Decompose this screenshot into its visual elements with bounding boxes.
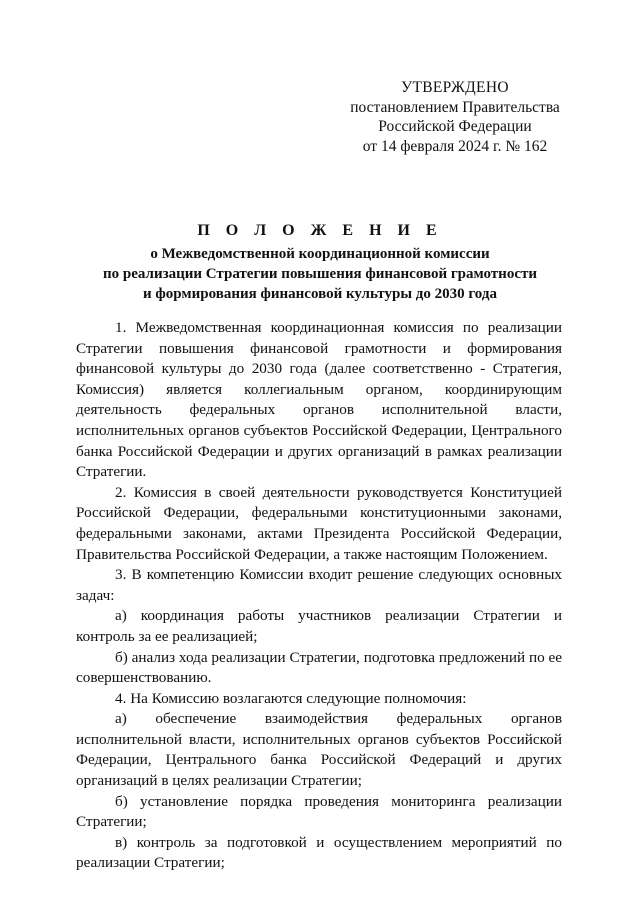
- subparagraph-4b: б) установление порядка проведения мониторинга реализации Стратегии;: [76, 792, 562, 831]
- paragraph-item-1: 1. Межведомственная координационная комиссия по реализации Стратегии повышения финансовой грамотности и формирования финансовой культуры до 2030 года (далее соответственно - Стратегия, Комиссия) является коллегиальным органом, координирующим деятельность федеральных органов исполнительной власти, исполнительных органов субъектов Российской Федерации, Центрального банка Российской Федерации и других организаций в рамках реализации Стратегии.: [76, 319, 562, 481]
- paragraph-item-2: 2. Комиссия в своей деятельности руководствуется Конституцией Российской Федерации, федеральными конституционными законами, федеральными законами, актами Президента Российской Федерации, Правительства Российской Федерации, а также настоящим Положением.: [76, 483, 562, 563]
- subparagraph-4c: в) контроль за подготовкой и осуществлением мероприятий по реализации Стратегии;: [76, 833, 562, 872]
- subtitle-line: о Межведомственной координационной комиссии: [150, 246, 490, 262]
- subparagraph-3a: а) координация работы участников реализации Стратегии и контроль за ее реализацией;: [76, 607, 562, 645]
- subparagraph-4a: а) обеспечение взаимодействия федеральных органов исполнительной власти, исполнительных органов субъектов Российской Федерации, Центрального банка Российской Федераций и других организаций в целях реализации Стратегии;: [76, 710, 562, 790]
- subtitle-line: и формирования финансовой культуры до 2030 года: [143, 286, 497, 302]
- subparagraph-3b: б) анализ хода реализации Стратегии, подготовка предложений по ее совершенствованию.: [76, 648, 562, 687]
- paragraph-item-4: 4. На Комиссию возлагаются следующие полномочия:: [115, 689, 467, 707]
- approval-line: постановлением Правительства: [350, 98, 560, 116]
- approval-heading: УТВЕРЖДЕНО: [401, 79, 509, 96]
- document-body: [76, 318, 562, 874]
- approval-stamp: [330, 78, 580, 156]
- paragraph-item-3: 3. В компетенцию Комиссии входит решение следующих основных задач:: [76, 566, 562, 604]
- approval-line: Российской Федерации: [378, 118, 532, 135]
- approval-date-number: от 14 февраля 2024 г. № 162: [362, 137, 548, 155]
- document-title: П О Л О Ж Е Н И Е: [197, 222, 443, 239]
- document-subtitle: [60, 244, 580, 304]
- subtitle-line: по реализации Стратегии повышения финансовой грамотности: [103, 266, 537, 282]
